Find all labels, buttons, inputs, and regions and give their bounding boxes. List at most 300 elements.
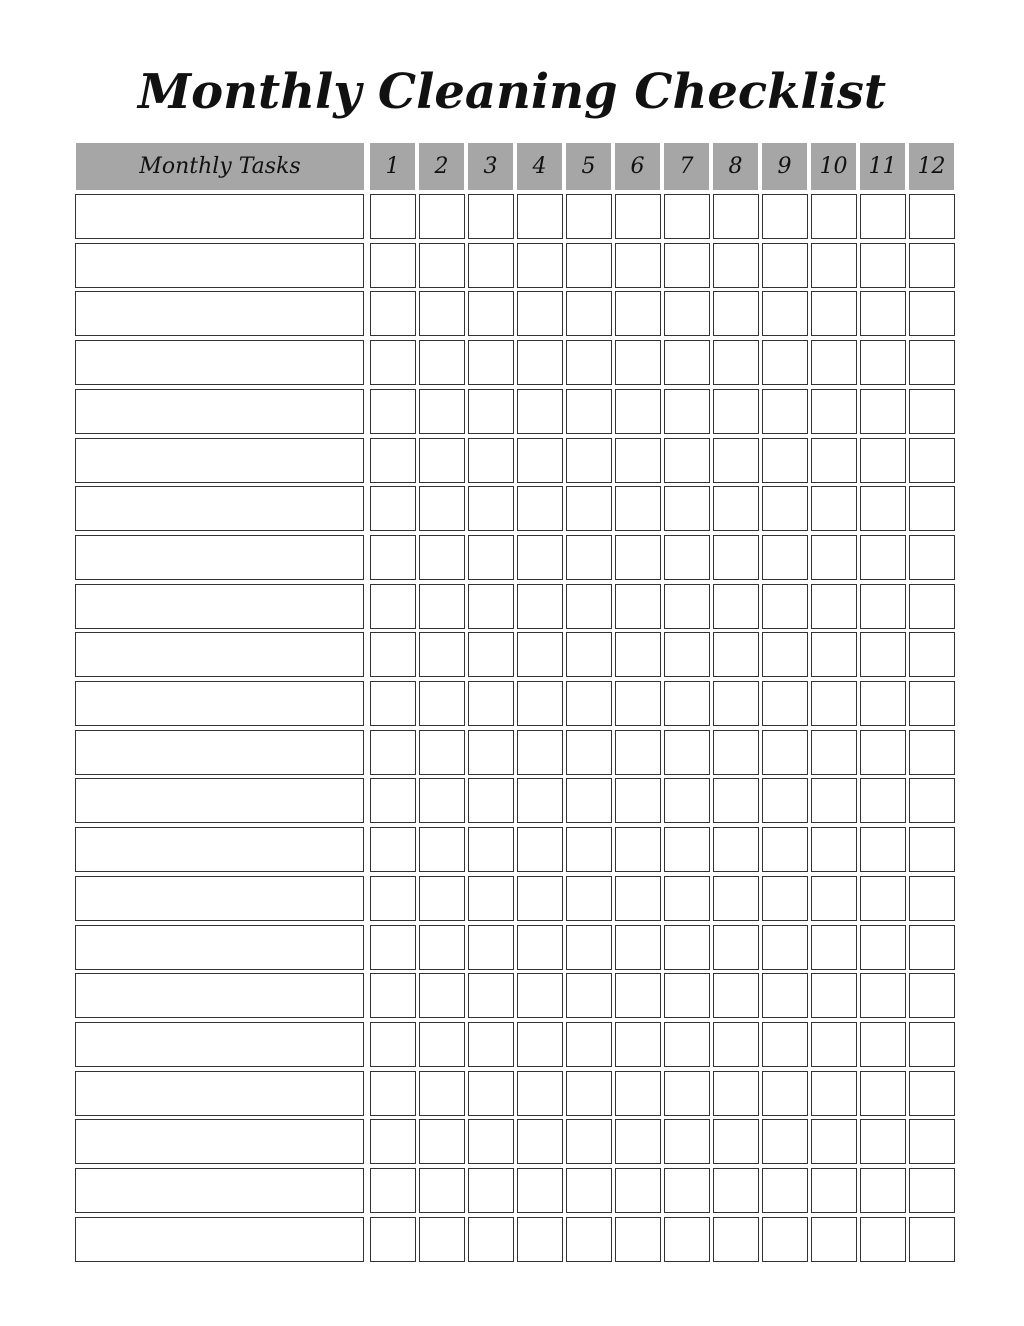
month-checkbox[interactable] [566,389,612,434]
month-checkbox[interactable] [517,632,563,677]
month-checkbox[interactable] [860,486,906,531]
month-checkbox[interactable] [664,535,710,580]
month-checkbox[interactable] [517,389,563,434]
month-checkbox[interactable] [419,973,465,1018]
month-checkbox[interactable] [713,1071,759,1116]
month-checkbox[interactable] [517,876,563,921]
month-checkbox[interactable] [419,827,465,872]
month-checkbox[interactable] [468,486,514,531]
month-checkbox[interactable] [566,1119,612,1164]
month-checkbox[interactable] [370,876,416,921]
month-checkbox[interactable] [909,389,955,434]
task-field[interactable] [75,389,364,434]
task-field[interactable] [75,1217,364,1262]
month-checkbox[interactable] [468,925,514,970]
table-row [0,291,1024,336]
month-checkbox[interactable] [370,681,416,726]
month-checkbox[interactable] [468,632,514,677]
month-checkbox[interactable] [762,1168,808,1213]
month-header-12: 12 [909,143,954,190]
month-checkbox[interactable] [615,632,661,677]
month-checkbox[interactable] [811,1022,857,1067]
month-checkbox[interactable] [860,243,906,288]
month-checkbox[interactable] [762,486,808,531]
month-checkbox[interactable] [860,340,906,385]
month-checkbox[interactable] [909,243,955,288]
month-checkbox[interactable] [370,925,416,970]
month-checkbox[interactable] [419,389,465,434]
month-checkbox[interactable] [762,1119,808,1164]
month-checkbox[interactable] [370,535,416,580]
month-checkbox[interactable] [370,778,416,823]
month-checkbox[interactable] [860,291,906,336]
month-checkbox[interactable] [909,194,955,239]
task-field[interactable] [75,1071,364,1116]
month-checkbox[interactable] [811,486,857,531]
task-field[interactable] [75,340,364,385]
month-checkbox[interactable] [860,876,906,921]
month-checkbox[interactable] [811,973,857,1018]
month-checkbox[interactable] [566,584,612,629]
month-checkbox[interactable] [370,1168,416,1213]
month-checkbox[interactable] [811,1217,857,1262]
month-checkbox[interactable] [566,632,612,677]
month-checkbox[interactable] [909,291,955,336]
checklist-grid [0,194,1024,1264]
month-checkbox[interactable] [517,438,563,483]
month-checkbox[interactable] [419,291,465,336]
month-checkbox[interactable] [860,1217,906,1262]
month-checkbox[interactable] [370,438,416,483]
month-checkbox[interactable] [664,1022,710,1067]
month-checkbox[interactable] [713,973,759,1018]
month-checkbox[interactable] [468,973,514,1018]
month-checkbox[interactable] [811,1119,857,1164]
month-checkbox[interactable] [615,535,661,580]
month-checkbox[interactable] [419,194,465,239]
month-checkbox[interactable] [370,1022,416,1067]
month-checkbox[interactable] [419,1022,465,1067]
month-checkbox[interactable] [370,243,416,288]
month-checkbox[interactable] [419,1119,465,1164]
month-checkbox[interactable] [517,827,563,872]
month-checkbox[interactable] [811,925,857,970]
month-checkbox[interactable] [811,876,857,921]
month-checkbox[interactable] [419,1217,465,1262]
month-checkbox[interactable] [762,243,808,288]
task-field[interactable] [75,438,364,483]
month-checkbox[interactable] [615,973,661,1018]
month-checkbox[interactable] [909,1071,955,1116]
month-checkbox[interactable] [615,291,661,336]
month-checkbox[interactable] [811,730,857,775]
month-checkbox[interactable] [566,730,612,775]
month-checkbox[interactable] [762,535,808,580]
month-checkbox[interactable] [419,584,465,629]
month-checkbox[interactable] [615,1071,661,1116]
month-checkbox[interactable] [664,632,710,677]
month-checkbox[interactable] [664,827,710,872]
month-checkbox[interactable] [713,584,759,629]
month-checkbox[interactable] [860,438,906,483]
table-row [0,1168,1024,1213]
month-checkbox[interactable] [615,438,661,483]
month-checkbox[interactable] [370,584,416,629]
month-checkbox[interactable] [811,584,857,629]
month-checkbox[interactable] [860,1071,906,1116]
month-checkbox[interactable] [468,535,514,580]
month-checkbox[interactable] [860,681,906,726]
month-checkbox[interactable] [370,291,416,336]
month-checkbox[interactable] [713,194,759,239]
month-checkbox[interactable] [517,681,563,726]
month-checkbox[interactable] [664,340,710,385]
month-checkbox[interactable] [615,340,661,385]
table-row [0,1217,1024,1262]
month-checkbox[interactable] [615,243,661,288]
month-checkbox[interactable] [419,925,465,970]
task-field[interactable] [75,925,364,970]
task-field[interactable] [75,1119,364,1164]
month-checkbox[interactable] [566,340,612,385]
month-checkbox[interactable] [713,876,759,921]
month-checkbox[interactable] [909,1119,955,1164]
month-checkbox[interactable] [517,1217,563,1262]
month-checkbox[interactable] [370,730,416,775]
month-checkbox[interactable] [909,876,955,921]
month-checkbox[interactable] [468,1217,514,1262]
month-checkbox[interactable] [566,973,612,1018]
month-checkbox[interactable] [860,389,906,434]
month-checkbox[interactable] [664,389,710,434]
month-checkbox[interactable] [468,681,514,726]
month-checkbox[interactable] [419,730,465,775]
month-checkbox[interactable] [517,243,563,288]
month-checkbox[interactable] [468,1119,514,1164]
month-checkbox[interactable] [909,925,955,970]
month-checkbox[interactable] [713,340,759,385]
table-row [0,973,1024,1018]
month-checkbox[interactable] [615,778,661,823]
month-checkbox[interactable] [860,973,906,1018]
month-checkbox[interactable] [811,438,857,483]
table-row [0,389,1024,434]
month-checkbox[interactable] [713,925,759,970]
month-checkbox[interactable] [713,389,759,434]
month-checkbox[interactable] [517,291,563,336]
month-checkbox[interactable] [517,925,563,970]
month-checkbox[interactable] [664,1119,710,1164]
month-checkbox[interactable] [468,876,514,921]
month-checkbox[interactable] [762,438,808,483]
month-checkbox[interactable] [762,584,808,629]
month-checkbox[interactable] [468,340,514,385]
month-checkbox[interactable] [615,486,661,531]
month-checkbox[interactable] [566,876,612,921]
month-checkbox[interactable] [713,632,759,677]
month-checkbox[interactable] [615,827,661,872]
month-checkbox[interactable] [664,486,710,531]
month-checkbox[interactable] [713,438,759,483]
month-checkbox[interactable] [419,535,465,580]
month-checkbox[interactable] [713,1168,759,1213]
table-row [0,827,1024,872]
month-checkbox[interactable] [615,1217,661,1262]
month-checkbox[interactable] [811,340,857,385]
month-checkbox[interactable] [468,194,514,239]
month-checkbox[interactable] [615,1119,661,1164]
month-checkbox[interactable] [664,1071,710,1116]
month-checkbox[interactable] [419,681,465,726]
month-checkbox[interactable] [860,1168,906,1213]
month-checkbox[interactable] [664,681,710,726]
month-checkbox[interactable] [909,681,955,726]
tasks-column-header: Monthly Tasks [76,143,364,190]
month-checkbox[interactable] [664,1168,710,1213]
month-checkbox[interactable] [811,194,857,239]
table-row [0,1119,1024,1164]
month-checkbox[interactable] [664,291,710,336]
month-checkbox[interactable] [860,194,906,239]
month-checkbox[interactable] [811,1071,857,1116]
month-checkbox[interactable] [811,291,857,336]
month-checkbox[interactable] [860,535,906,580]
month-checkbox[interactable] [615,876,661,921]
month-checkbox[interactable] [811,827,857,872]
month-checkbox[interactable] [762,973,808,1018]
month-checkbox[interactable] [419,486,465,531]
month-checkbox[interactable] [517,194,563,239]
task-field[interactable] [75,291,364,336]
month-checkbox[interactable] [517,1168,563,1213]
month-checkbox[interactable] [468,730,514,775]
month-checkbox[interactable] [468,389,514,434]
month-checkbox[interactable] [909,438,955,483]
month-checkbox[interactable] [909,486,955,531]
month-checkbox[interactable] [664,876,710,921]
month-checkbox[interactable] [419,632,465,677]
task-field[interactable] [75,1022,364,1067]
task-field[interactable] [75,681,364,726]
month-checkbox[interactable] [860,925,906,970]
month-checkbox[interactable] [566,291,612,336]
month-checkbox[interactable] [713,827,759,872]
month-checkbox[interactable] [566,194,612,239]
month-checkbox[interactable] [713,681,759,726]
month-checkbox[interactable] [370,1071,416,1116]
month-checkbox[interactable] [860,778,906,823]
month-checkbox[interactable] [615,925,661,970]
month-checkbox[interactable] [517,730,563,775]
month-checkbox[interactable] [811,1168,857,1213]
month-checkbox[interactable] [811,535,857,580]
month-checkbox[interactable] [419,1168,465,1213]
month-checkbox[interactable] [566,1022,612,1067]
task-field[interactable] [75,778,364,823]
month-checkbox[interactable] [713,778,759,823]
month-checkbox[interactable] [517,778,563,823]
month-checkbox[interactable] [713,730,759,775]
month-checkbox[interactable] [468,1168,514,1213]
month-checkbox[interactable] [517,340,563,385]
month-checkbox[interactable] [762,925,808,970]
month-checkbox[interactable] [762,778,808,823]
month-checkbox[interactable] [713,535,759,580]
month-checkbox[interactable] [909,778,955,823]
month-checkbox[interactable] [419,438,465,483]
month-checkbox[interactable] [566,681,612,726]
month-checkbox[interactable] [762,681,808,726]
month-checkbox[interactable] [762,1022,808,1067]
month-checkbox[interactable] [566,827,612,872]
task-field[interactable] [75,584,364,629]
task-field[interactable] [75,632,364,677]
month-checkbox[interactable] [615,584,661,629]
month-checkbox[interactable] [762,1071,808,1116]
month-checkbox[interactable] [468,243,514,288]
month-checkbox[interactable] [419,876,465,921]
month-checkbox[interactable] [909,973,955,1018]
month-checkbox[interactable] [517,486,563,531]
month-checkbox[interactable] [909,1217,955,1262]
month-checkbox[interactable] [909,827,955,872]
month-checkbox[interactable] [517,1119,563,1164]
month-checkbox[interactable] [762,632,808,677]
month-checkbox[interactable] [664,925,710,970]
task-field[interactable] [75,1168,364,1213]
month-checkbox[interactable] [811,632,857,677]
task-field[interactable] [75,876,364,921]
month-checkbox[interactable] [615,1022,661,1067]
month-checkbox[interactable] [566,925,612,970]
month-checkbox[interactable] [370,1119,416,1164]
month-checkbox[interactable] [468,584,514,629]
month-checkbox[interactable] [811,778,857,823]
month-checkbox[interactable] [860,827,906,872]
month-checkbox[interactable] [566,535,612,580]
month-checkbox[interactable] [370,340,416,385]
month-checkbox[interactable] [762,194,808,239]
month-checkbox[interactable] [762,876,808,921]
month-checkbox[interactable] [664,730,710,775]
month-checkbox[interactable] [713,1217,759,1262]
month-checkbox[interactable] [762,1217,808,1262]
month-checkbox[interactable] [370,632,416,677]
task-field[interactable] [75,827,364,872]
month-checkbox[interactable] [664,584,710,629]
month-checkbox[interactable] [566,1168,612,1213]
month-checkbox[interactable] [419,243,465,288]
month-checkbox[interactable] [762,291,808,336]
month-checkbox[interactable] [615,389,661,434]
month-checkbox[interactable] [909,632,955,677]
month-checkbox[interactable] [664,438,710,483]
month-checkbox[interactable] [517,1071,563,1116]
month-checkbox[interactable] [664,778,710,823]
month-checkbox[interactable] [664,973,710,1018]
month-checkbox[interactable] [811,243,857,288]
month-checkbox[interactable] [517,1022,563,1067]
month-checkbox[interactable] [615,681,661,726]
month-checkbox[interactable] [860,1119,906,1164]
page-title: Monthly Cleaning Checklist [137,64,887,120]
month-checkbox[interactable] [566,486,612,531]
month-checkbox[interactable] [370,1217,416,1262]
month-checkbox[interactable] [664,1217,710,1262]
month-checkbox[interactable] [713,291,759,336]
month-checkbox[interactable] [468,1022,514,1067]
month-checkbox[interactable] [762,827,808,872]
month-checkbox[interactable] [517,584,563,629]
task-field[interactable] [75,535,364,580]
month-checkbox[interactable] [468,778,514,823]
month-checkbox[interactable] [615,1168,661,1213]
month-checkbox[interactable] [713,1119,759,1164]
month-checkbox[interactable] [517,973,563,1018]
month-checkbox[interactable] [566,1071,612,1116]
month-checkbox[interactable] [664,194,710,239]
month-checkbox[interactable] [909,584,955,629]
month-checkbox[interactable] [860,1022,906,1067]
month-checkbox[interactable] [909,730,955,775]
month-checkbox[interactable] [566,243,612,288]
month-checkbox[interactable] [419,340,465,385]
month-checkbox[interactable] [566,1217,612,1262]
month-checkbox[interactable] [370,973,416,1018]
month-checkbox[interactable] [370,194,416,239]
month-checkbox[interactable] [664,243,710,288]
month-checkbox[interactable] [566,778,612,823]
month-checkbox[interactable] [566,438,612,483]
month-checkbox[interactable] [909,1022,955,1067]
task-field[interactable] [75,486,364,531]
month-checkbox[interactable] [713,486,759,531]
month-checkbox[interactable] [468,1071,514,1116]
month-checkbox[interactable] [762,730,808,775]
task-field[interactable] [75,730,364,775]
month-checkbox[interactable] [419,1071,465,1116]
month-checkbox[interactable] [860,730,906,775]
task-field[interactable] [75,194,364,239]
month-checkbox[interactable] [713,1022,759,1067]
month-checkbox[interactable] [419,778,465,823]
month-checkbox[interactable] [468,291,514,336]
month-checkbox[interactable] [517,535,563,580]
month-checkbox[interactable] [468,438,514,483]
table-row [0,681,1024,726]
table-row [0,194,1024,239]
task-field[interactable] [75,973,364,1018]
month-checkbox[interactable] [370,389,416,434]
month-checkbox[interactable] [762,389,808,434]
month-checkbox[interactable] [468,827,514,872]
month-checkbox[interactable] [909,340,955,385]
month-checkbox[interactable] [860,632,906,677]
month-checkbox[interactable] [615,194,661,239]
month-checkbox[interactable] [909,535,955,580]
month-checkbox[interactable] [762,340,808,385]
table-row [0,584,1024,629]
month-checkbox[interactable] [370,486,416,531]
month-checkbox[interactable] [909,1168,955,1213]
month-checkbox[interactable] [713,243,759,288]
month-checkbox[interactable] [615,730,661,775]
month-checkbox[interactable] [860,584,906,629]
month-checkbox[interactable] [370,827,416,872]
month-checkbox[interactable] [811,681,857,726]
month-checkbox[interactable] [811,389,857,434]
task-field[interactable] [75,243,364,288]
